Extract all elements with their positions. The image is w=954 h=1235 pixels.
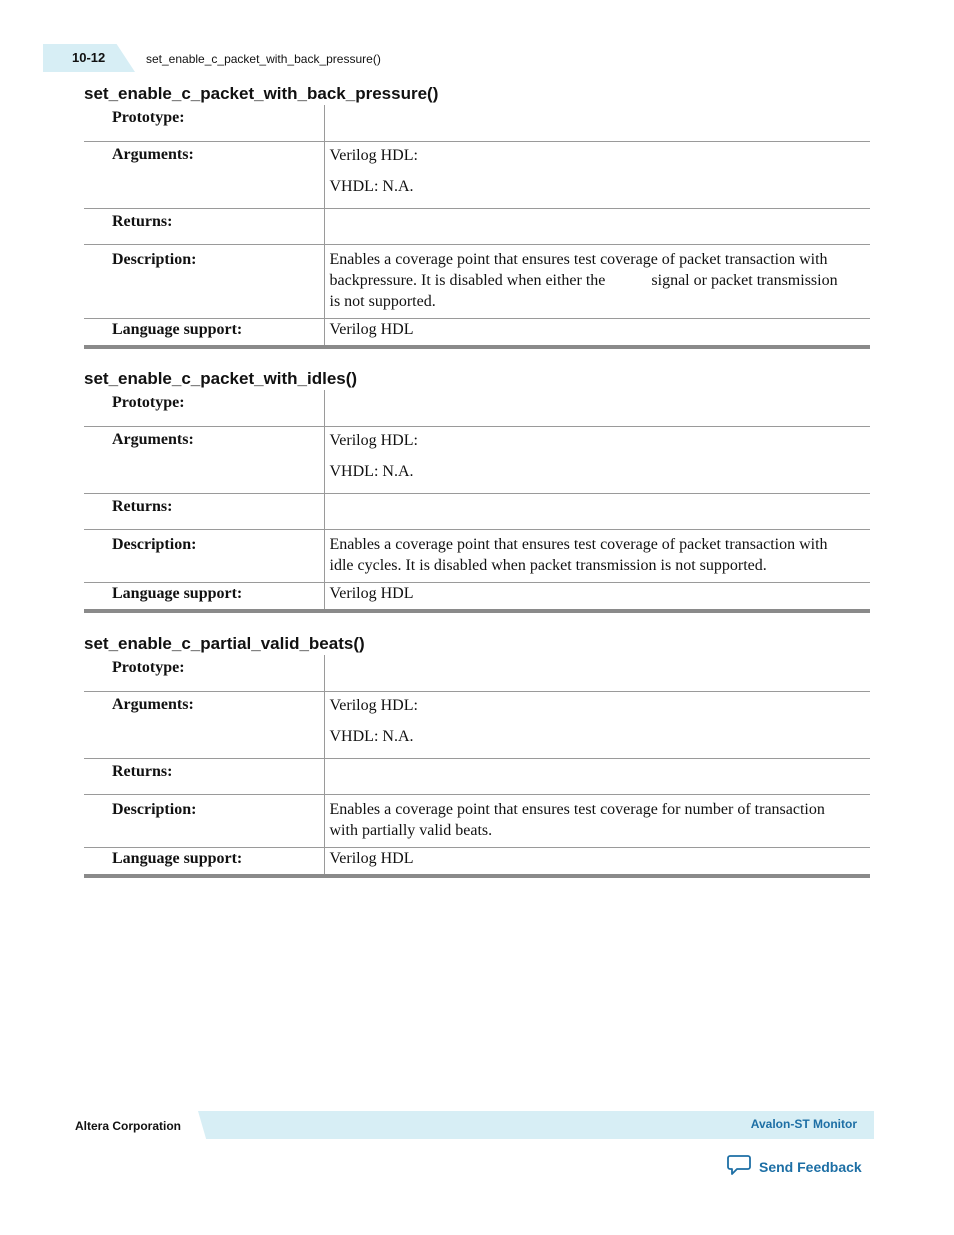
arguments-vhdl: VHDL: N.A. — [329, 462, 414, 480]
returns-row — [84, 208, 870, 244]
api-section-partial-valid-beats — [84, 633, 870, 878]
returns-label: Returns: — [84, 493, 324, 529]
page-number: 10-12 — [72, 50, 106, 65]
doc-title-link[interactable]: Avalon-ST Monitor — [750, 1117, 857, 1131]
returns-row — [84, 758, 870, 794]
arguments-label: Arguments: — [84, 141, 324, 208]
section-title: set_enable_c_packet_with_back_pressure() — [84, 84, 439, 103]
api-section-idles — [84, 368, 870, 613]
arguments-verilog: Verilog HDL: — [329, 146, 418, 164]
api-table — [84, 390, 870, 613]
api-table — [84, 105, 870, 349]
prototype-label: Prototype: — [84, 390, 324, 426]
prototype-label: Prototype: — [84, 105, 324, 141]
prototype-row — [84, 390, 870, 426]
arguments-verilog: Verilog HDL: — [329, 431, 418, 449]
language-row — [84, 582, 870, 611]
arguments-verilog: Verilog HDL: — [329, 696, 418, 714]
section-title: set_enable_c_partial_valid_beats() — [84, 634, 365, 653]
company-name: Altera Corporation — [75, 1119, 182, 1133]
language-row — [84, 847, 870, 876]
description-row — [84, 244, 870, 318]
prototype-value — [324, 655, 870, 691]
arguments-row — [84, 141, 870, 208]
api-section-back-pressure — [84, 83, 870, 349]
language-row — [84, 318, 870, 347]
language-value: Verilog HDL — [324, 582, 870, 611]
description-text — [324, 244, 870, 318]
prototype-value — [324, 105, 870, 141]
prototype-row — [84, 105, 870, 141]
speech-bubble-icon — [727, 1154, 751, 1179]
arguments-row — [84, 426, 870, 493]
returns-value — [324, 758, 870, 794]
arguments-label: Arguments: — [84, 426, 324, 493]
language-value: Verilog HDL — [324, 318, 870, 347]
send-feedback-label: Send Feedback — [759, 1158, 862, 1175]
description-row — [84, 794, 870, 847]
arguments-label: Arguments: — [84, 691, 324, 758]
running-title: set_enable_c_packet_with_back_pressure() — [146, 52, 381, 66]
returns-value — [324, 208, 870, 244]
description-label: Description: — [84, 529, 324, 582]
returns-row — [84, 493, 870, 529]
arguments-vhdl: VHDL: N.A. — [329, 177, 414, 195]
returns-value — [324, 493, 870, 529]
arguments-vhdl: VHDL: N.A. — [329, 727, 414, 745]
description-text: Enables a coverage point that ensures test coverage for number of transaction with partially valid beats. — [324, 794, 870, 847]
prototype-label: Prototype: — [84, 655, 324, 691]
arguments-row — [84, 691, 870, 758]
returns-label: Returns: — [84, 758, 324, 794]
language-label: Language support: — [84, 582, 324, 611]
language-value: Verilog HDL — [324, 847, 870, 876]
description-row — [84, 529, 870, 582]
description-label: Description: — [84, 244, 324, 318]
prototype-value — [324, 390, 870, 426]
language-label: Language support: — [84, 847, 324, 876]
description-part-1: Enables a coverage point that ensures test coverage of packet transaction with backpressure. It is disabled when either the — [329, 250, 828, 289]
send-feedback-link[interactable] — [727, 1154, 862, 1179]
description-part-2: signal or packet transmission is not supported. — [329, 271, 838, 310]
prototype-row — [84, 655, 870, 691]
returns-label: Returns: — [84, 208, 324, 244]
description-label: Description: — [84, 794, 324, 847]
language-label: Language support: — [84, 318, 324, 347]
description-text: Enables a coverage point that ensures test coverage of packet transaction with idle cycles. It is disabled when packet transmission is not supported. — [324, 529, 870, 582]
section-title: set_enable_c_packet_with_idles() — [84, 369, 358, 388]
api-table — [84, 655, 870, 878]
